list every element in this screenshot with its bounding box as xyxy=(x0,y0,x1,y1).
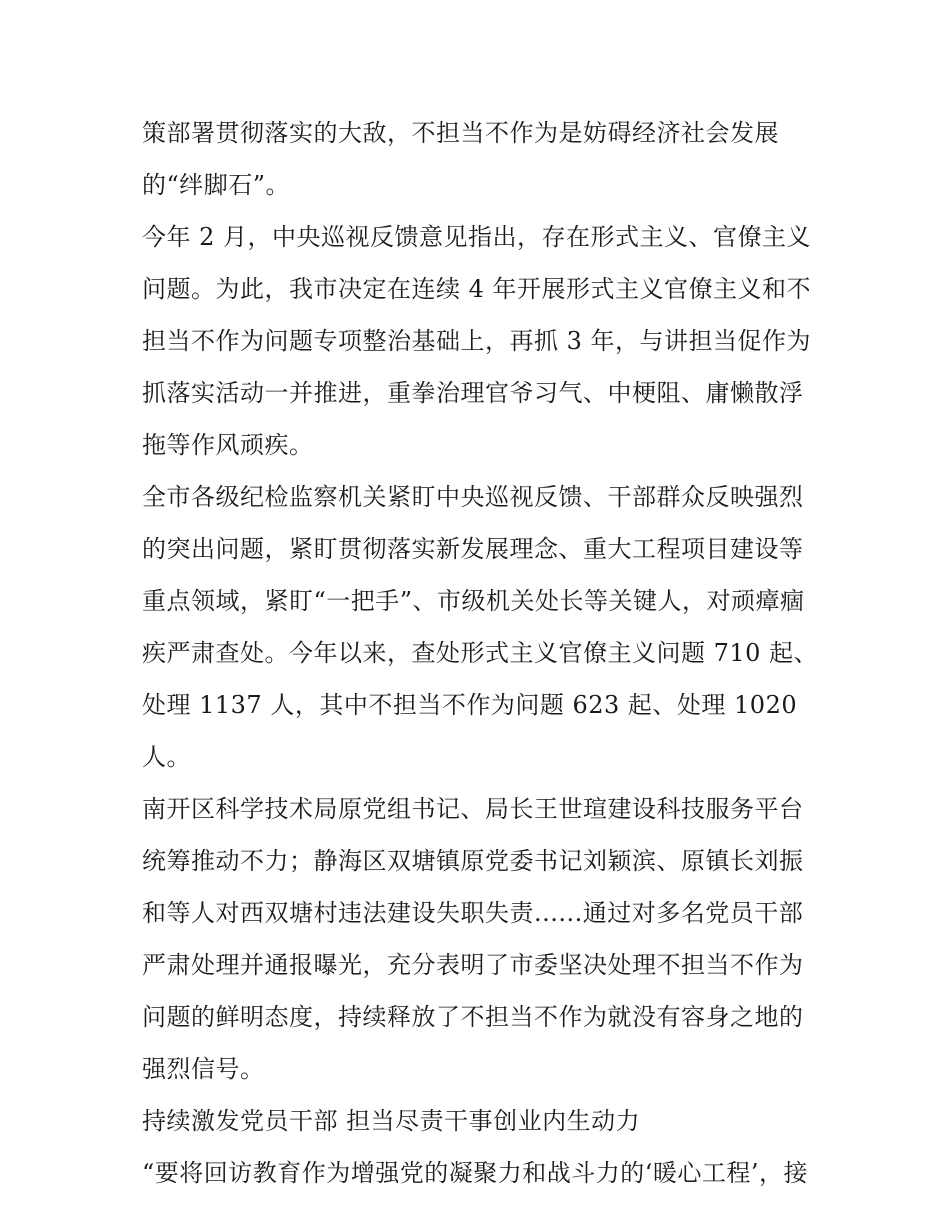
text-line: 的“绊脚石”。 xyxy=(142,171,291,199)
text-line: 拖等作风顽疾。 xyxy=(142,431,314,459)
text-line: 问题的鲜明态度，持续释放了不担当不作为就没有容身之地的 xyxy=(142,1003,804,1031)
paragraph-5 xyxy=(142,1147,822,1199)
section-heading xyxy=(142,1095,822,1147)
text-line: 担当不作为问题专项整治基础上，再抓 3 年，与讲担当促作为 xyxy=(142,327,812,355)
text-line: 今年 2 月，中央巡视反馈意见指出，存在形式主义、官僚主义 xyxy=(142,223,812,251)
paragraph-4 xyxy=(142,783,822,1095)
text-line: 和等人对西双塘村违法建设失职失责......通过对多名党员干部 xyxy=(142,899,804,927)
paragraph-3 xyxy=(142,471,822,783)
text-line: 强烈信号。 xyxy=(142,1055,265,1083)
text-line: 统筹推动不力；静海区双塘镇原党委书记刘颖滨、原镇长刘振 xyxy=(142,847,804,875)
text-line: “要将回访教育作为增强党的凝聚力和战斗力的‘暖心工程’，接 xyxy=(142,1159,809,1187)
text-line: 策部署贯彻落实的大敌，不担当不作为是妨碍经济社会发展 xyxy=(142,119,779,147)
text-line: 南开区科学技术局原党组书记、局长王世瑄建设科技服务平台 xyxy=(142,795,804,823)
text-line: 处理 1137 人，其中不担当不作为问题 623 起、处理 1020 人。 xyxy=(142,691,798,771)
paragraph-2 xyxy=(142,211,822,471)
heading-line: 持续激发党员干部 担当尽责干事创业内生动力 xyxy=(142,1107,641,1135)
text-line: 的突出问题，紧盯贯彻落实新发展理念、重大工程项目建设等 xyxy=(142,535,804,563)
text-line: 疾严肃查处。今年以来，查处形式主义官僚主义问题 710 起、 xyxy=(142,639,819,667)
text-line: 全市各级纪检监察机关紧盯中央巡视反馈、干部群众反映强烈 xyxy=(142,483,804,511)
text-line: 抓落实活动一并推进，重拳治理官爷习气、中梗阻、庸懒散浮 xyxy=(142,379,804,407)
text-line: 严肃处理并通报曝光，充分表明了市委坚决处理不担当不作为 xyxy=(142,951,804,979)
paragraph-1 xyxy=(142,107,822,211)
text-line: 问题。为此，我市决定在连续 4 年开展形式主义官僚主义和不 xyxy=(142,275,812,303)
text-line: 重点领域，紧盯“一把手”、市级机关处长等关键人，对顽瘴痼 xyxy=(142,587,805,615)
body-text xyxy=(142,107,822,1199)
